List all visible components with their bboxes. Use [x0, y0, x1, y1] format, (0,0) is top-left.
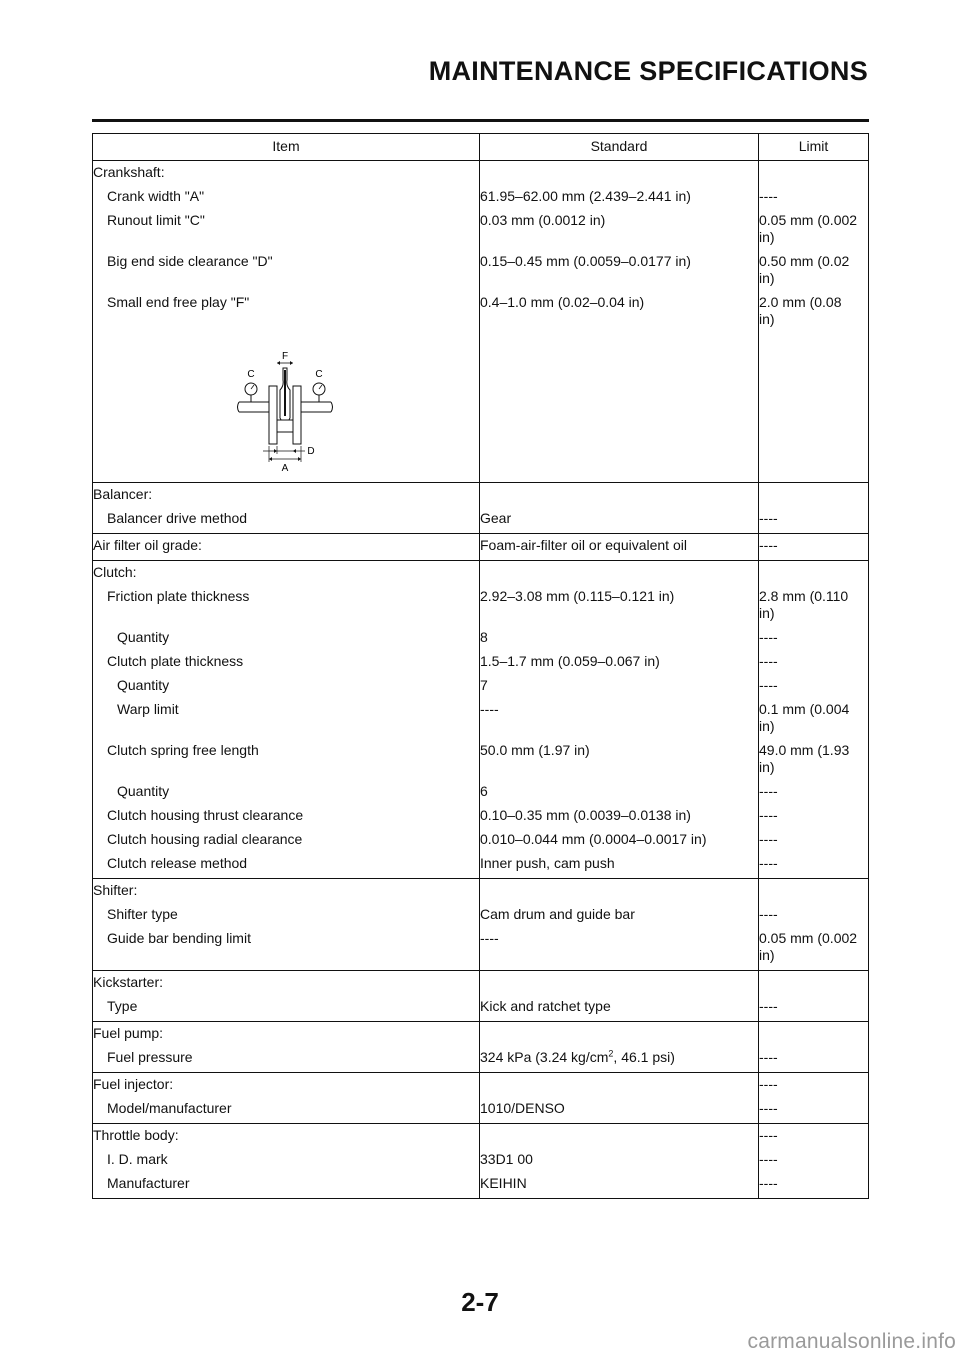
row-item: Warp limit	[117, 701, 179, 717]
row-limit: ----	[759, 534, 869, 561]
row-standard: ----	[480, 923, 759, 971]
row-standard: 1.5–1.7 mm (0.059–0.067 in)	[480, 646, 759, 670]
row-item: Clutch housing radial clearance	[107, 831, 303, 847]
row-standard: 0.010–0.044 mm (0.0004–0.0017 in)	[480, 824, 759, 848]
row-limit: ----	[759, 503, 869, 534]
spec-table	[92, 133, 869, 1199]
page-number: 2-7	[461, 1287, 499, 1317]
row-limit: ----	[759, 848, 869, 879]
group-title-row	[93, 161, 869, 182]
row-item: Fuel pressure	[107, 1049, 193, 1065]
row-item: Clutch plate thickness	[107, 653, 244, 669]
row-limit: 0.1 mm (0.004 in)	[759, 694, 869, 735]
row-limit: ----	[759, 899, 869, 923]
row-limit: ----	[759, 1144, 869, 1168]
row-item: Guide bar bending limit	[107, 930, 251, 946]
table-row	[93, 646, 869, 670]
table-row	[93, 503, 869, 534]
row-limit: 0.05 mm (0.002 in)	[759, 923, 869, 971]
table-row	[93, 848, 869, 879]
row-limit: ----	[759, 776, 869, 800]
row-limit: ----	[759, 646, 869, 670]
table-row	[93, 800, 869, 824]
row-item: Quantity	[117, 677, 170, 693]
table-row	[93, 991, 869, 1022]
group-title: Clutch:	[93, 561, 480, 582]
group-title-row	[93, 1022, 869, 1043]
group-title-row	[93, 971, 869, 992]
row-standard: 33D1 00	[480, 1144, 759, 1168]
header-limit: Limit	[759, 134, 869, 161]
row-limit: ----	[759, 824, 869, 848]
row-limit: 2.8 mm (0.110 in)	[759, 581, 869, 622]
group-title-row	[93, 561, 869, 582]
group-title: Fuel pump:	[93, 1022, 480, 1043]
row-item: Friction plate thickness	[107, 588, 250, 604]
header-item: Item	[93, 134, 480, 161]
group-title-row	[93, 1073, 869, 1094]
row-standard: Cam drum and guide bar	[480, 899, 759, 923]
group-title-limit: ----	[759, 1073, 869, 1094]
row-standard: KEIHIN	[480, 1168, 759, 1199]
row-standard: 0.10–0.35 mm (0.0039–0.0138 in)	[480, 800, 759, 824]
row-standard: Kick and ratchet type	[480, 991, 759, 1022]
row-limit: 49.0 mm (1.93 in)	[759, 735, 869, 776]
row-standard: 2.92–3.08 mm (0.115–0.121 in)	[480, 581, 759, 622]
row-standard: 0.15–0.45 mm (0.0059–0.0177 in)	[480, 246, 759, 287]
row-limit: ----	[759, 1042, 869, 1073]
row-limit: ----	[759, 1093, 869, 1124]
row-item: I. D. mark	[107, 1151, 168, 1167]
table-row	[93, 581, 869, 622]
row-item: Clutch spring free length	[107, 742, 259, 758]
row-item: Balancer drive method	[107, 510, 248, 526]
group-title-row	[93, 483, 869, 504]
diagram-label-c-left: C	[247, 369, 255, 380]
table-row	[93, 776, 869, 800]
row-item: Clutch release method	[107, 855, 248, 871]
row-item: Shifter type	[107, 906, 178, 922]
watermark: carmanualsonline.info	[747, 1330, 956, 1353]
group-title-row	[93, 879, 869, 900]
table-header-row	[93, 134, 869, 161]
row-item: Model/manufacturer	[107, 1100, 232, 1116]
table-row	[93, 923, 869, 971]
row-standard: 0.03 mm (0.0012 in)	[480, 205, 759, 246]
row-item: Type	[107, 998, 138, 1014]
diagram-label-d: D	[307, 446, 315, 457]
header-standard: Standard	[480, 134, 759, 161]
table-row	[93, 534, 869, 561]
table-row	[93, 899, 869, 923]
group-title: Throttle body:	[93, 1124, 480, 1145]
row-limit: ----	[759, 800, 869, 824]
diagram-row	[93, 328, 869, 483]
row-standard: Gear	[480, 503, 759, 534]
table-row	[93, 287, 869, 328]
row-limit: ----	[759, 1168, 869, 1199]
group-title: Kickstarter:	[93, 971, 480, 992]
row-item: Small end free play "F"	[107, 294, 250, 310]
row-standard: ----	[480, 694, 759, 735]
row-limit: ----	[759, 181, 869, 205]
crankshaft-diagram	[237, 350, 333, 472]
table-row	[93, 1168, 869, 1199]
group-title: Crankshaft:	[93, 161, 480, 182]
row-limit: 0.50 mm (0.02 in)	[759, 246, 869, 287]
row-standard: 61.95–62.00 mm (2.439–2.441 in)	[480, 181, 759, 205]
row-item: Manufacturer	[107, 1175, 190, 1191]
title-rule	[92, 119, 869, 122]
table-row	[93, 205, 869, 246]
table-row	[93, 1042, 869, 1073]
row-item: Big end side clearance "D"	[107, 253, 273, 269]
table-row	[93, 246, 869, 287]
page-title: MAINTENANCE SPECIFICATIONS	[428, 56, 868, 86]
group-title-limit: ----	[759, 1124, 869, 1145]
group-title: Fuel injector:	[93, 1073, 480, 1094]
diagram-label-a: A	[281, 463, 289, 472]
group-title: Balancer:	[93, 483, 480, 504]
row-standard: Inner push, cam push	[480, 848, 759, 879]
group-title: Shifter:	[93, 879, 480, 900]
table-row	[93, 670, 869, 694]
table-row	[93, 1144, 869, 1168]
row-item: Clutch housing thrust clearance	[107, 807, 304, 823]
row-item: Crank width "A"	[107, 188, 205, 204]
diagram-label-f: F	[281, 351, 289, 362]
table-row	[93, 181, 869, 205]
table-row	[93, 622, 869, 646]
row-item: Runout limit "C"	[107, 212, 205, 228]
row-standard: 50.0 mm (1.97 in)	[480, 735, 759, 776]
row-standard: 0.4–1.0 mm (0.02–0.04 in)	[480, 287, 759, 328]
row-standard: 6	[480, 776, 759, 800]
row-limit: 0.05 mm (0.002 in)	[759, 205, 869, 246]
table-row	[93, 1093, 869, 1124]
row-limit: 2.0 mm (0.08 in)	[759, 287, 869, 328]
row-item: Quantity	[117, 783, 170, 799]
table-row	[93, 824, 869, 848]
row-standard: Foam-air-filter oil or equivalent oil	[480, 534, 759, 561]
row-standard: 7	[480, 670, 759, 694]
group-title-row	[93, 1124, 869, 1145]
table-row	[93, 694, 869, 735]
row-limit: ----	[759, 670, 869, 694]
row-limit: ----	[759, 991, 869, 1022]
row-standard: 1010/DENSO	[480, 1093, 759, 1124]
diagram-label-c-right: C	[315, 369, 323, 380]
row-item: Air filter oil grade:	[93, 534, 480, 561]
row-limit: ----	[759, 622, 869, 646]
row-standard: 8	[480, 622, 759, 646]
row-standard: 324 kPa (3.24 $kg/cm^2$, 46.1 psi)	[480, 1042, 759, 1073]
table-row	[93, 735, 869, 776]
row-item: Quantity	[117, 629, 170, 645]
